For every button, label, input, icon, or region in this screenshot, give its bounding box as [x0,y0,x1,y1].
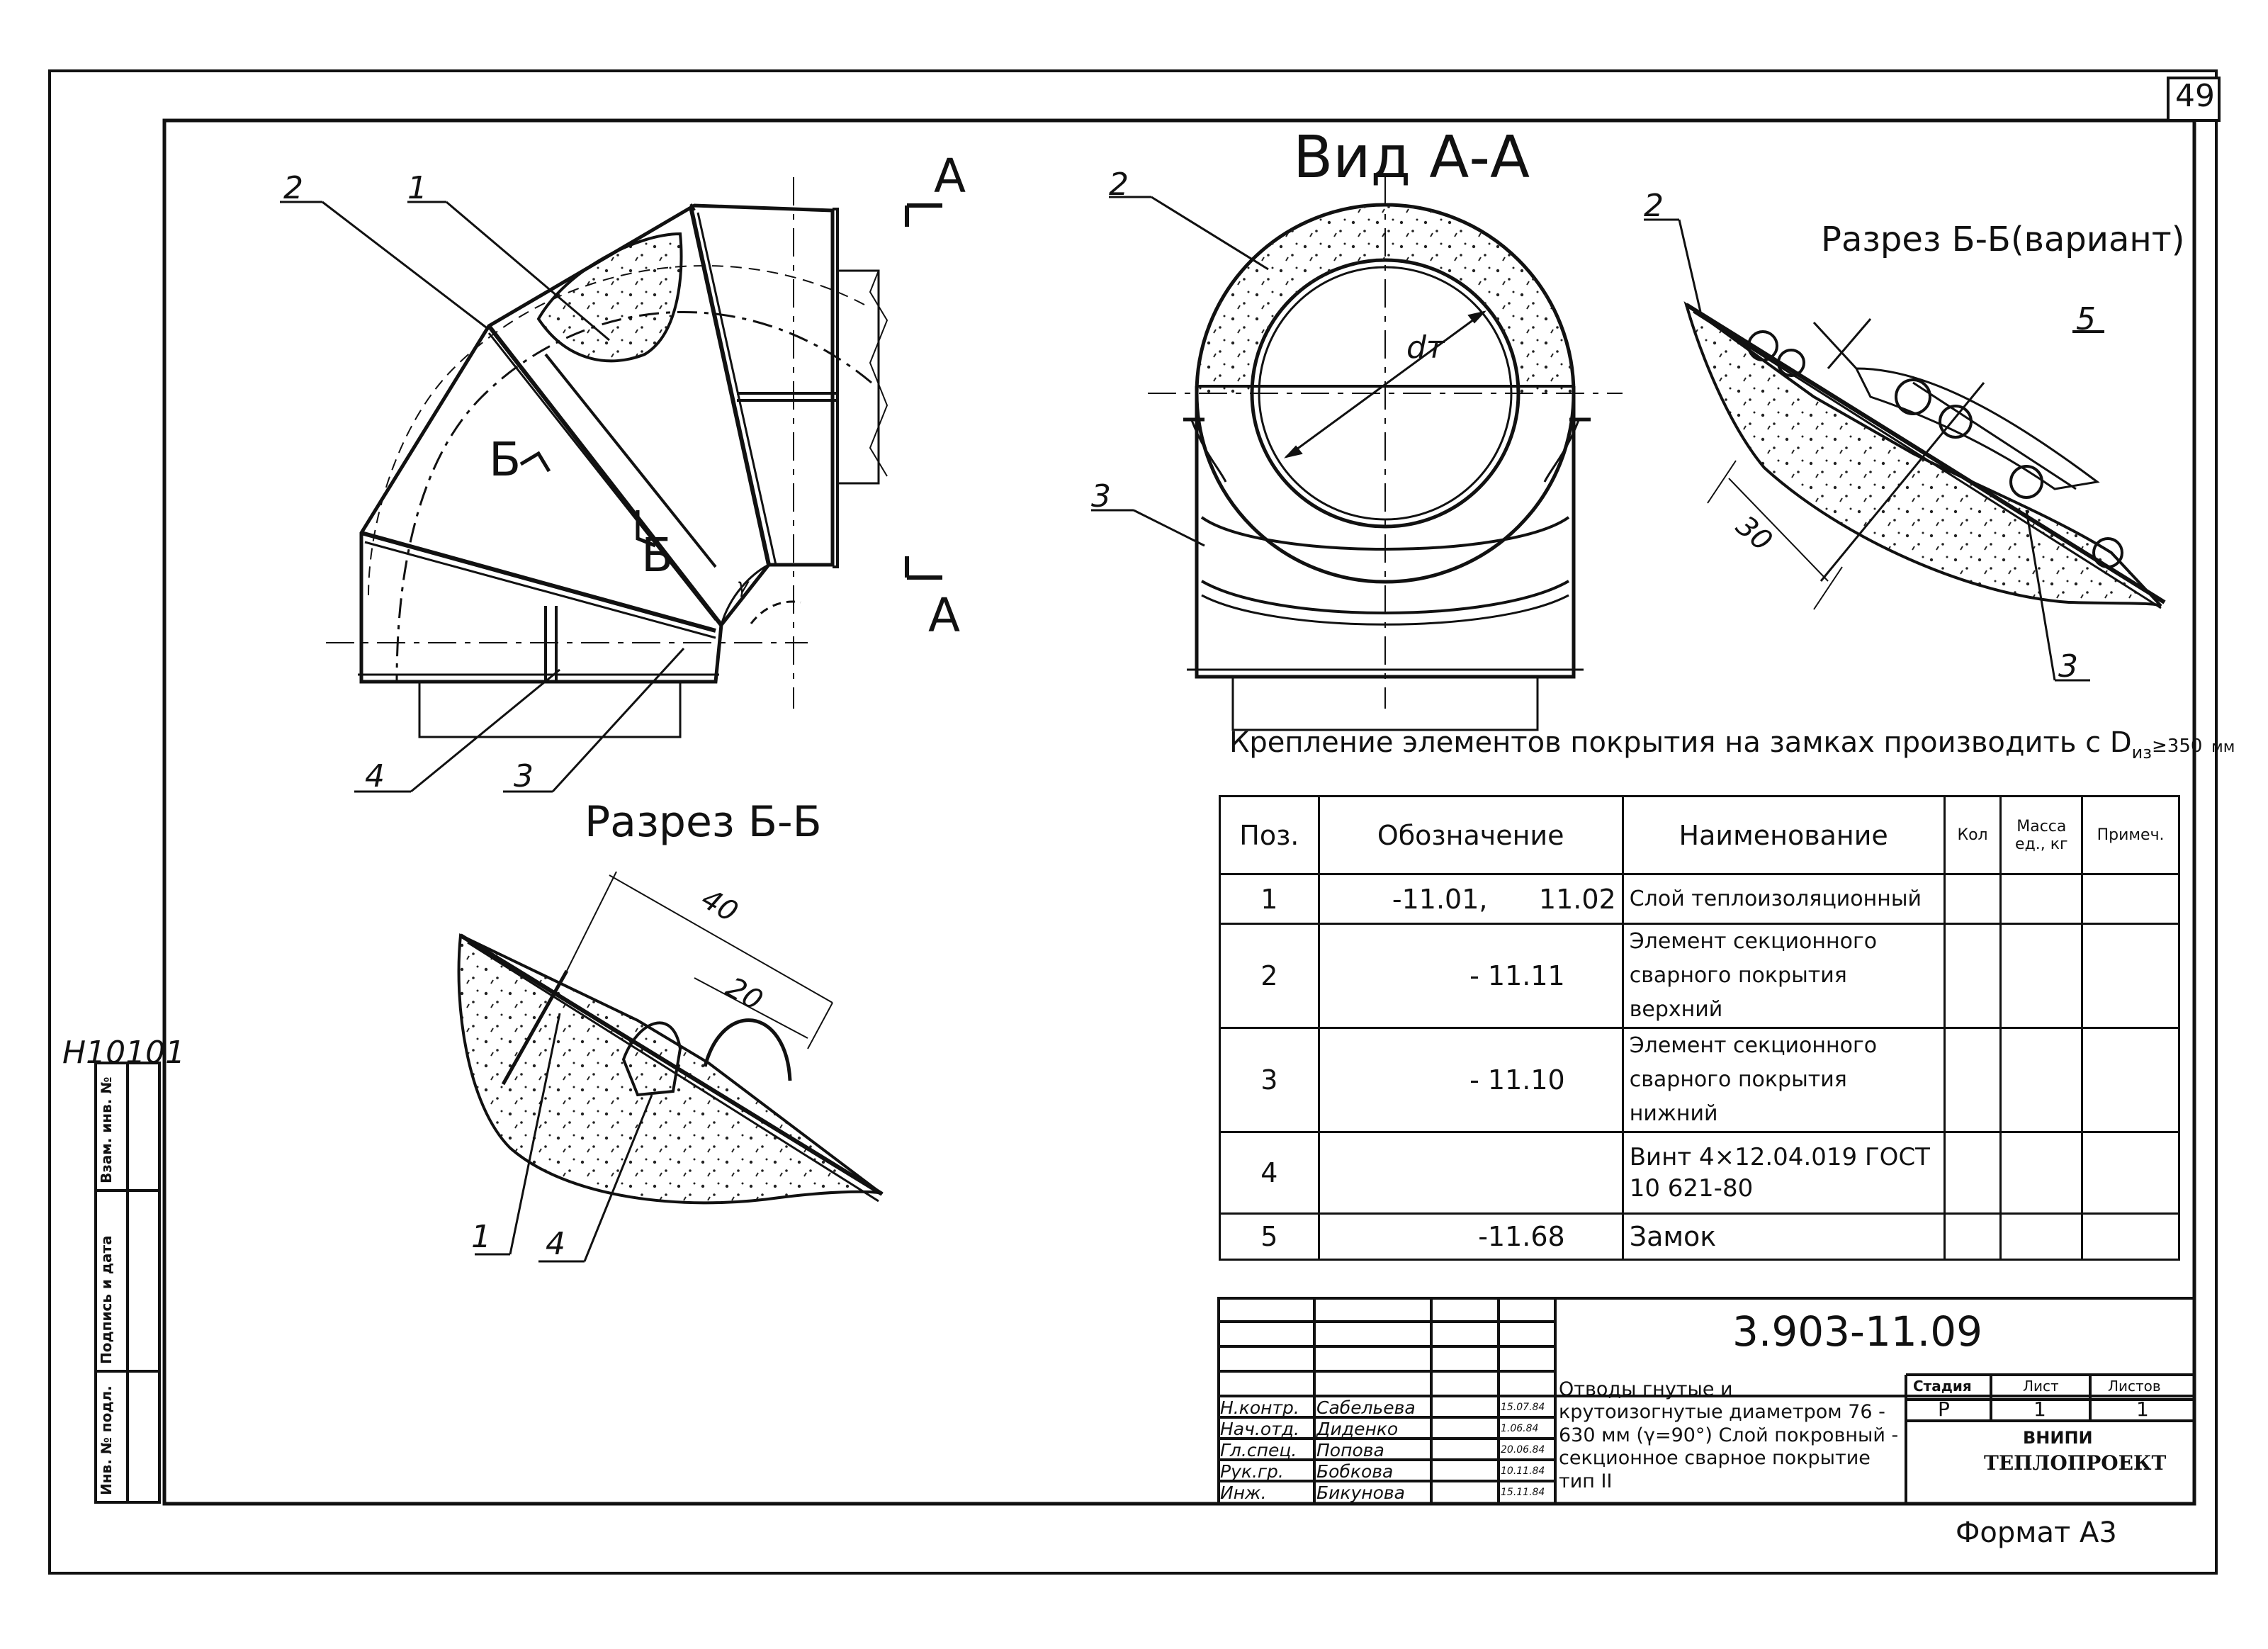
spec-designation: - 11.10 [1319,1028,1623,1132]
spec-row-5 [1220,1214,2179,1260]
section-marker-b-right: Б [641,528,674,583]
spec-header-mass: Масса ед., кг [2001,797,2082,874]
spec-header-note: Примеч. [2082,797,2179,874]
elbow-callout-2: 2 [283,170,303,206]
spec-row-2 [1220,924,2179,1028]
spec-header-designation: Обозначение [1319,797,1623,874]
signature-name: Бобкова [1316,1461,1394,1482]
signature-role: Н.контр. [1220,1397,1299,1418]
margin-stamp-label-2: Подпись и дата [98,1235,115,1364]
signature-date: 10.11.84 [1501,1465,1545,1477]
signature-date: 1.06.84 [1501,1423,1539,1434]
view-aa-diameter-label: dт [1406,330,1445,366]
variant-dimension-30: 30 [1730,510,1778,558]
view-aa-drawing [1091,177,1623,730]
signature-date: 20.06.84 [1501,1444,1545,1456]
signature-role: Рук.гр. [1220,1461,1284,1482]
signature-name: Попова [1316,1440,1384,1461]
section-marker-a-bottom: А [928,588,961,643]
note-unit: мм [2211,738,2235,756]
format-label: Формат А3 [1956,1516,2117,1549]
section-bb-variant-title: Разрез Б-Б(вариант) [1821,220,2185,259]
spec-pos: 1 [1220,874,1319,924]
signature-name: Бикунова [1316,1482,1405,1503]
inventory-code: H10101 [62,1035,186,1071]
variant-callout-2: 2 [1644,188,1664,224]
section-marker-a-top: А [934,149,966,203]
signature-role: Нач.отд. [1220,1419,1299,1439]
section-bb-dimension-20: 20 [720,971,768,1018]
signature-name: Диденко [1316,1419,1399,1439]
bend-angle-symbol: γ [737,574,749,597]
spec-pos: 5 [1220,1214,1319,1260]
sheets-label: Листов [2108,1378,2161,1395]
spec-designation: -11.01, 11.02 [1319,874,1623,924]
section-bb-drawing [459,872,882,1261]
section-bb-variant-drawing [1644,220,2165,680]
spec-name: Замок [1623,1214,1944,1260]
spec-row-3 [1220,1028,2179,1132]
spec-table [1219,795,2180,1261]
stage-label: Стадия [1913,1378,1972,1395]
section-bb-callout-1: 1 [471,1219,491,1255]
section-bb-dimension-40: 40 [695,882,743,929]
spec-pos: 2 [1220,924,1319,1028]
elbow-callout-1: 1 [407,170,427,206]
signature-role: Гл.спец. [1220,1440,1297,1461]
elbow-callout-3: 3 [514,758,534,794]
sheets-value: 1 [2136,1397,2149,1421]
note-subscript: из [2131,743,2152,762]
spec-designation: -11.68 [1319,1214,1623,1260]
view-aa-callout-3: 3 [1091,478,1111,514]
section-marker-b-left: Б [489,432,521,487]
elbow-drawing [280,177,942,792]
stage-value: Р [1938,1397,1950,1421]
org-line-1: ВНИПИ [2023,1428,2093,1448]
view-aa-title: Вид А-А [1293,124,1530,191]
signature-name: Сабельева [1316,1397,1416,1418]
spec-row-4 [1220,1132,2179,1214]
spec-pos: 3 [1220,1028,1319,1132]
spec-header-name: Наименование [1623,797,1944,874]
section-bb-callout-4: 4 [546,1226,565,1262]
signature-role: Инж. [1220,1482,1267,1503]
spec-row-1 [1220,874,2179,924]
signature-date: 15.11.84 [1501,1487,1545,1498]
spec-name: Винт 4×12.04.019 ГОСТ 10 621-80 [1623,1132,1944,1214]
page-number: 49 [2175,78,2215,114]
variant-callout-5: 5 [2076,301,2096,337]
spec-header-pos: Поз. [1220,797,1319,874]
drawing-title: Отводы гнутые и крутоизогнутые диаметром 76 - 630 мм (γ=90°) Слой покровный - секционное сварное покрытие тип II [1559,1378,1899,1492]
note-text: Крепление элементов покрытия на замках производить с D [1229,726,2132,759]
variant-callout-3: 3 [2058,648,2078,685]
sheet-value: 1 [2033,1397,2046,1421]
spec-header-qty: Кол [1944,797,2001,874]
org-line-2: ТЕПЛОПРОЕКТ [1984,1451,2167,1475]
note-line [1229,726,2235,762]
spec-header-row [1220,797,2179,874]
note-value: ≥350 [2152,736,2203,757]
spec-designation: - 11.11 [1319,924,1623,1028]
view-aa-callout-2: 2 [1109,167,1129,203]
spec-name: Элемент секционного сварного покрытия нижний [1623,1028,1944,1132]
drawing-number: 3.903-11.09 [1732,1307,1983,1356]
spec-pos: 4 [1220,1132,1319,1214]
section-bb-title: Разрез Б-Б [585,797,822,847]
elbow-callout-4: 4 [365,758,385,794]
spec-name: Слой теплоизоляционный [1623,874,1944,924]
spec-name: Элемент секционного сварного покрытия верхний [1623,924,1944,1028]
margin-stamp-label-3: Взам. инв. № [98,1076,115,1183]
sheet-label: Лист [2023,1378,2059,1395]
spec-designation [1319,1132,1623,1214]
signature-date: 15.07.84 [1501,1402,1545,1413]
margin-stamp-label-1: Инв. № подл. [98,1385,115,1495]
